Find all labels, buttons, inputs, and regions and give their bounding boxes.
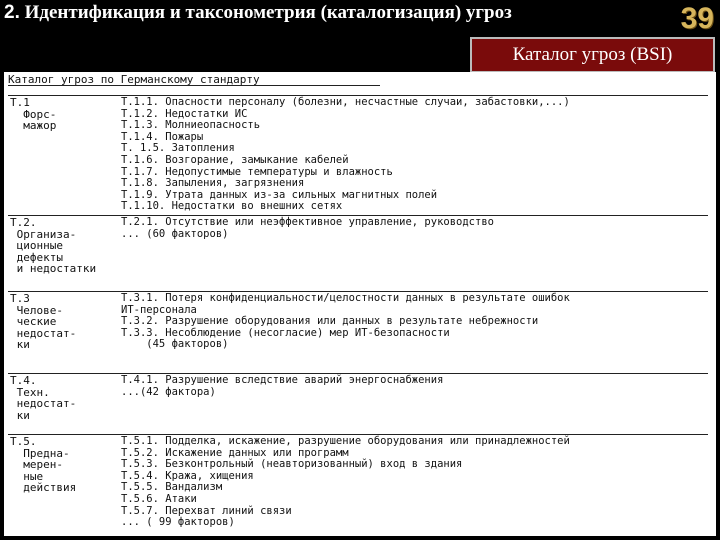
threat-item: Т.1.7. Недопустимые температуры и влажность <box>121 165 393 178</box>
threat-item: ... ( 99 факторов) <box>121 516 235 529</box>
threat-item: Т.5.2. Искажение данных или программ <box>121 446 349 459</box>
threat-item: Т.1.9. Утрата данных из-за сильных магнитных полей <box>121 188 438 201</box>
threat-item: Т.1.6. Возгорание, замыкание кабелей <box>121 153 349 166</box>
slide-number: 39 <box>680 2 714 35</box>
threat-item: Т.3.2. Разрушение оборудования или данных в результате небрежности <box>121 315 539 328</box>
threat-section-t2 <box>8 215 708 293</box>
threat-item: Т.1.2. Недостатки ИС <box>121 107 248 120</box>
threat-item: Т.1.4. Пожары <box>121 130 204 143</box>
threat-item: ИТ-персонала <box>121 303 197 316</box>
catalog-badge: Каталог угроз (BSI) <box>470 37 715 73</box>
threat-item: ...(42 фактора) <box>121 385 216 398</box>
threat-item: Т.5.6. Атаки <box>121 492 197 505</box>
threat-items <box>121 97 570 213</box>
threat-item: Т.5.4. Кража, хищения <box>121 469 254 482</box>
threat-section-t4 <box>8 373 708 431</box>
threat-item: Т.3.3. Несоблюдение (несогласие) мер ИТ-безопасности <box>121 326 450 339</box>
threat-items <box>121 293 570 351</box>
threat-items <box>121 436 570 529</box>
threat-category: Т.4. Техн. недостат- ки <box>10 374 77 422</box>
threat-item: Т.5.5. Вандализм <box>121 481 223 494</box>
document-heading: Каталог угроз по Германскому стандарту <box>8 73 260 86</box>
threat-item: Т.5.1. Подделка, искажение, разрушение оборудования или принадлежностей <box>121 435 570 447</box>
threat-item: ... (60 факторов) <box>121 227 229 240</box>
threat-items <box>121 217 494 240</box>
section-number: 2. <box>4 2 20 23</box>
document-scan <box>4 72 716 536</box>
heading-underline <box>8 85 380 86</box>
threat-section-t5 <box>8 434 708 534</box>
threat-item: Т.1.3. Молниеопасность <box>121 119 261 132</box>
threat-item: Т. 1.5. Затопления <box>121 142 235 155</box>
threat-item: Т.5.3. Безконтрольный (неавторизованный) вход в здания <box>121 458 463 471</box>
threat-category: Т.1 Форс- мажор <box>10 96 57 132</box>
threat-items <box>121 375 443 398</box>
threat-item: Т.4.1. Разрушение вследствие аварий энергоснабжения <box>121 374 444 386</box>
threat-section-t3 <box>8 291 708 369</box>
title-text: Идентификация и таксонометрия (каталогизация) угроз <box>24 2 512 23</box>
threat-category: Т.2. Организа- ционные дефекты и недостатки <box>10 216 97 275</box>
threat-item: Т.1.8. Запыления, загрязнения <box>121 177 305 190</box>
threat-item: Т.3.1. Потеря конфиденциальности/целостности данных в результате ошибок <box>121 292 570 304</box>
threat-category: Т.3 Челове- ческие недостат- ки <box>10 292 77 351</box>
threat-item: Т.1.10. Недостатки во внешних сетях <box>121 200 343 213</box>
threat-item: Т.5.7. Перехват линий связи <box>121 504 292 517</box>
threat-item: Т.2.1. Отсутствие или неэффективное управление, руководство <box>121 216 494 228</box>
threat-item: (45 факторов) <box>121 338 229 351</box>
threat-item: Т.1.1. Опасности персоналу (болезни, несчастные случаи, забастовки,...) <box>121 96 570 108</box>
threat-section-t1 <box>8 95 708 229</box>
threat-category: Т.5. Предна- мерен- ные действия <box>10 435 77 494</box>
slide-title <box>4 2 512 24</box>
